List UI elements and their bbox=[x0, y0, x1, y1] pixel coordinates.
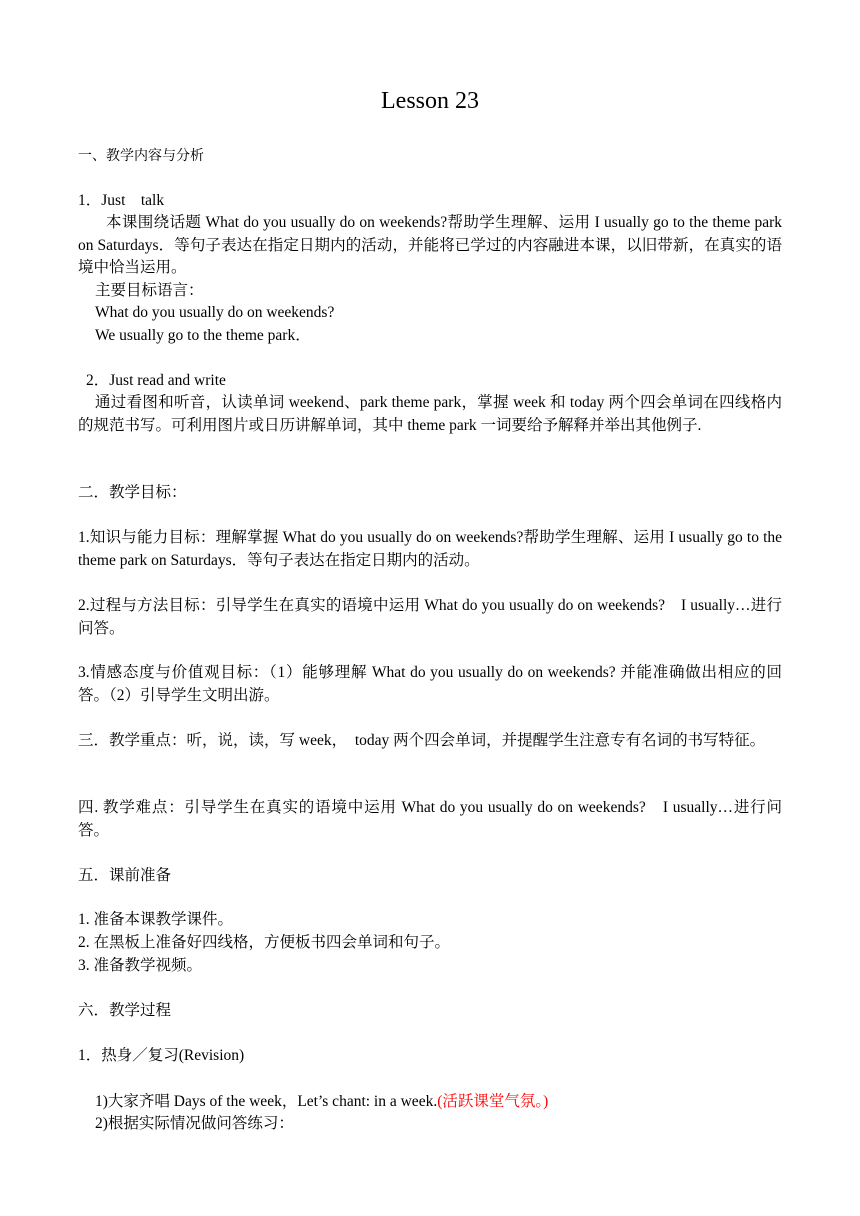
activity-a-note: (活跃课堂气氛。) bbox=[437, 1093, 549, 1110]
target-answer: We usually go to the theme park． bbox=[95, 327, 311, 344]
goal-2: 2.过程与方法目标：引导学生在真实的语境中运用 What do you usually do on weekends? I usually…进行问答。 bbox=[78, 597, 782, 637]
target-language-label: 主要目标语言： bbox=[95, 282, 204, 299]
activity-a-text: 1)大家齐唱 Days of the week，Let’s chant: in a week. bbox=[95, 1093, 438, 1110]
item-2-heading: 2．Just read and write bbox=[86, 372, 226, 389]
section-3-key-points: 三．教学重点：听，说，读，写 week， today 两个四会单词，并提醒学生注意专有名词的书写特征。 bbox=[78, 732, 766, 749]
goal-3: 3.情感态度与价值观目标：（1）能够理解 What do you usually do on weekends? 并能准确做出相应的回答。（2）引导学生文明出游。 bbox=[78, 664, 782, 704]
step-1-heading: 1．热身／复习(Revision) bbox=[78, 1047, 245, 1064]
prep-item-3: 3. 准备教学视频。 bbox=[78, 957, 203, 974]
prep-item-2: 2. 在黑板上准备好四线格，方便板书四会单词和句子。 bbox=[78, 934, 451, 951]
item-1-paragraph: 本课围绕话题 What do you usually do on weekends?帮助学生理解、运用 I usually go to the theme park on Saturdays．等句子表达在指定日期内的活动，并能将已学过的内容融进本课，以旧带新，在真实的语境中恰当运用。 bbox=[78, 214, 782, 276]
prep-item-1: 1. 准备本课教学课件。 bbox=[78, 911, 234, 928]
item-1-heading: 1．Just talk bbox=[78, 192, 165, 209]
section-2-heading: 二．教学目标： bbox=[78, 484, 187, 501]
section-1-heading: 一、教学内容与分析 bbox=[78, 149, 204, 164]
step-1-activity-b: 2)根据实际情况做问答练习： bbox=[95, 1115, 294, 1132]
section-4-difficulties: 四. 教学难点：引导学生在真实的语境中运用 What do you usually do on weekends? I usually…进行问答。 bbox=[78, 799, 782, 839]
step-1-activity-a bbox=[95, 1091, 548, 1114]
item-2-paragraph: 通过看图和听音，认读单词 weekend、park theme park，掌握 week 和 today 两个四会单词在四线格内的规范书写。可利用图片或日历讲解单词，其中 theme park 一词要给予解释并举出其他例子. bbox=[78, 394, 782, 434]
lesson-title: Lesson 23 bbox=[381, 88, 479, 114]
goal-1: 1.知识与能力目标：理解掌握 What do you usually do on weekends?帮助学生理解、运用 I usually go to the theme park on Saturdays．等句子表达在指定日期内的活动。 bbox=[78, 529, 782, 569]
section-5-heading: 五．课前准备 bbox=[78, 867, 172, 884]
target-question: What do you usually do on weekends? bbox=[95, 304, 335, 321]
section-6-heading: 六．教学过程 bbox=[78, 1002, 172, 1019]
